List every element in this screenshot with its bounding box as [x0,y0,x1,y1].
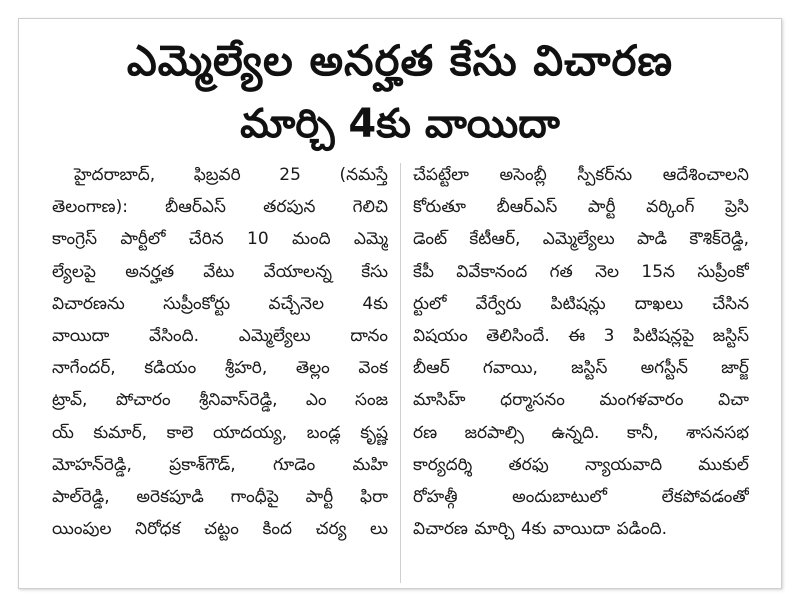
article-line: విషయం తెలిసిందే. ఈ 3 పిటిషన్లపై జస్టిస్ [413,325,749,346]
article-line: యింపుల నిరోధక చట్టం కింద చర్య లు [52,519,388,540]
article-line: ల్యేలపై అనర్హత వేటు వేయాలన్న కేసు [52,261,388,282]
article-line: కోరుతూ బీఆర్ఎస్ పార్టీ వర్కింగ్ ప్రెసి [413,197,749,218]
headline-line-1: ఎమ్మెల్యేల అనర్హత కేసు విచారణ [126,36,674,85]
article-line: మోహన్‌రెడ్డి, ప్రకాశ్‌గౌడ్, గూడెం మహి [52,454,388,475]
article-line: వాయిదా వేసింది. ఎమ్మెల్యేలు దానం [52,325,388,346]
article-line: తెలంగాణ): బీఆర్ఎస్ తరపున గెలిచి [52,197,388,218]
headline-line-2: మార్చి 4కు వాయిదా [240,101,560,147]
article-line: విచారణ మార్చి 4కు వాయిదా పడింది. [413,519,668,540]
article-column-left [52,159,388,545]
article-line: ట్రావ్, పోచారం శ్రీనివాస్‌రెడ్డి, ఎం సంజ [52,390,388,411]
article-line: కార్యదర్శి తరఫు న్యాయవాది ముకుల్ [413,454,749,475]
article-line: రోహత్గీ అందుబాటులో లేకపోవడంతో [413,486,749,507]
article-line: పాల్‌రెడ్డి, అరెకపూడి గాంధీపై పార్టీ ఫిరా [52,486,388,507]
column-divider [400,163,401,583]
article-line: కాంగ్రెస్ పార్టీలో చేరిన 10 మంది ఎమ్మె [52,229,388,250]
article-line: డెంట్ కేటీఆర్, ఎమ్మెల్యేలు పాడి కౌశిక్‌రెడ్డి, [413,229,749,250]
article-line: మాసిహ్ ధర్మాసనం మంగళవారం విచా [413,390,749,411]
article-line: హైదరాబాద్, ఫిబ్రవరి 25 (నమస్తే [74,165,388,185]
article-line: కేపీ వివేకానంద గత నెల 15న సుప్రీంకో [413,261,749,282]
newspaper-clipping [18,18,782,589]
article-line: య్ కుమార్, కాలె యాదయ్య, బండ్ల కృష్ణ [52,422,388,443]
article-line: రణ జరపాల్సి ఉన్నది. కానీ, శాసనసభ [413,422,749,443]
article-line: చేపట్టేలా అసెంబ్లీ స్పీకర్‌ను ఆదేశించాలని [413,165,749,185]
article-line: విచారణను సుప్రీంకోర్టు వచ్చేనెల 4కు [52,293,388,314]
article-column-right [413,159,749,545]
article-line: బీఆర్ గవాయి, జస్టిస్ అగస్టీన్ జార్జ్ [413,358,749,379]
article-line: ర్టులో వేర్వేరు పిటిషన్లు దాఖలు చేసిన [413,293,749,314]
article-line: నాగేందర్, కడియం శ్రీహరి, తెల్లం వెంక [52,358,388,379]
